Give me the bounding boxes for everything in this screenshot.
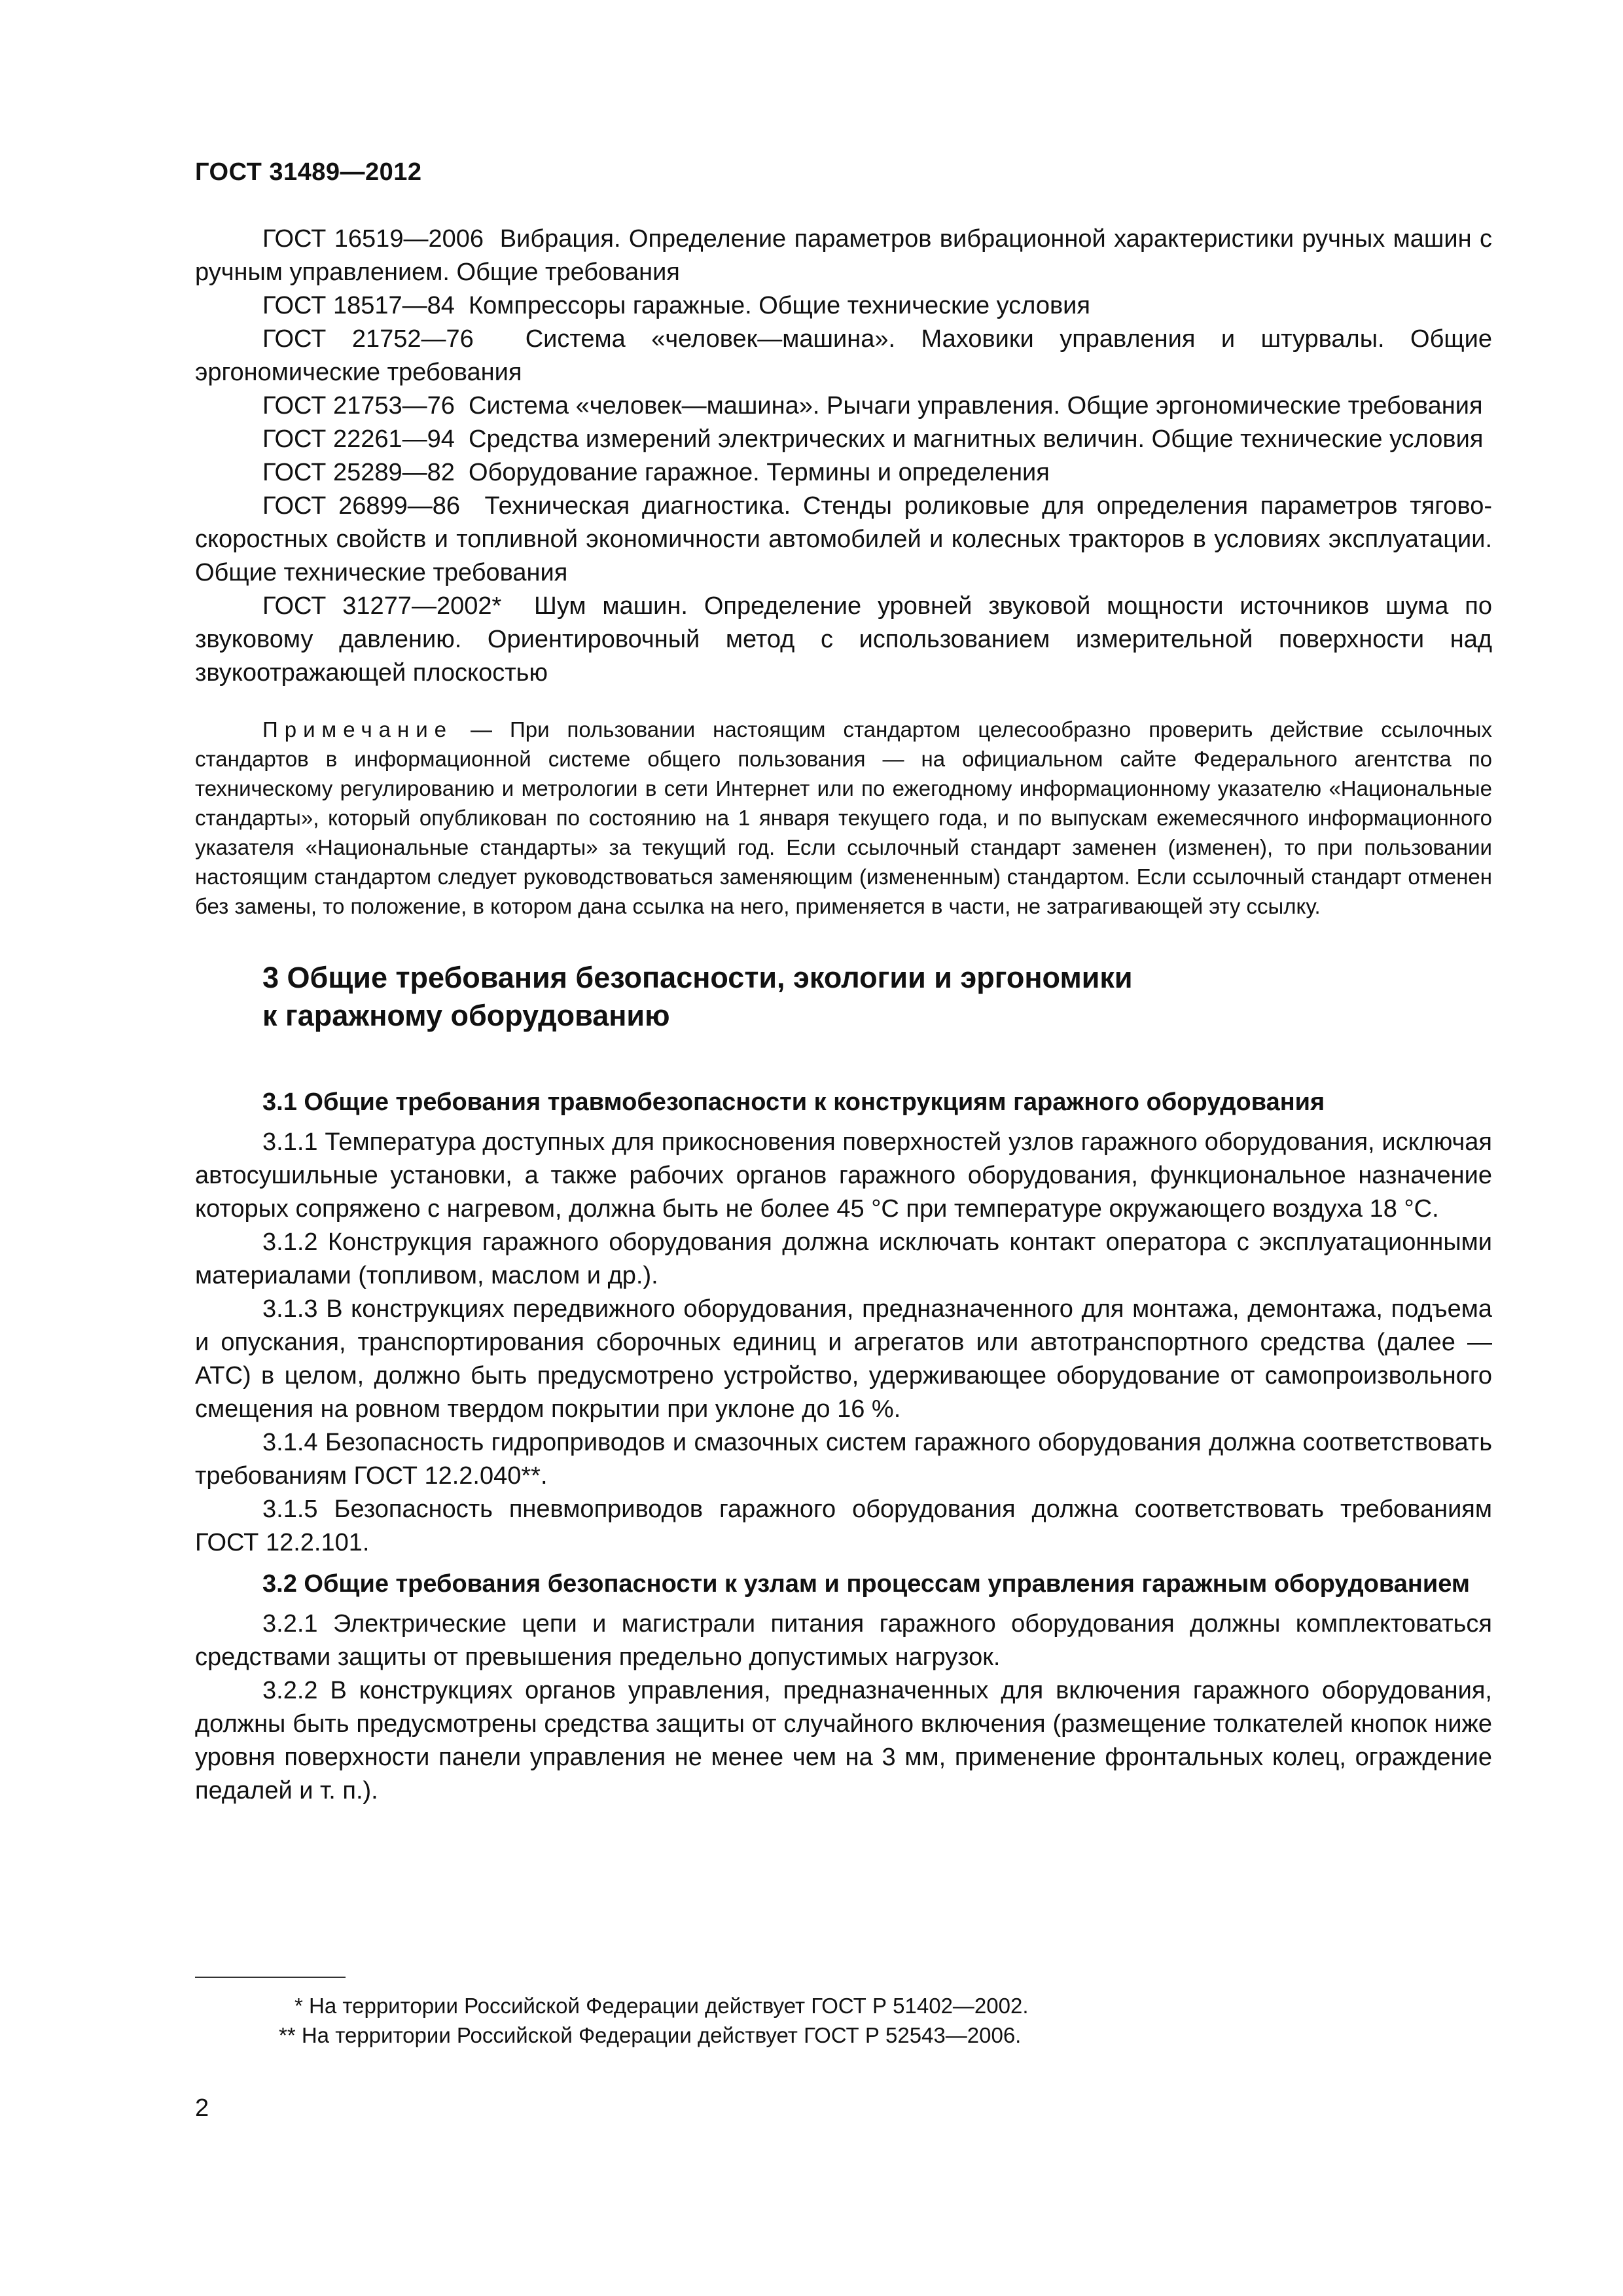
clause-paragraph: [195, 1674, 1492, 1808]
clause-number: 3.1.3: [262, 1295, 318, 1323]
footnote-item: ** На территории Российской Федерации действует ГОСТ Р 52543—2006.: [279, 2023, 1022, 2047]
section-title-line-1: 3 Общие требования безопасности, экологии и эргономики: [262, 961, 1133, 994]
reference-title: Система «человек—машина». Маховики управления и штурвалы. Общие эргономические требования: [195, 325, 1492, 386]
subsection-3-1-title: 3.1 Общие требования травмобезопасности к конструкциям гаражного оборудования: [262, 1088, 1325, 1116]
clause-text: Конструкция гаражного оборудования должна исключать контакт оператора с эксплуатационными материалами (топливом, маслом и др.).: [195, 1229, 1493, 1289]
reference-title: Средства измерений электрических и магнитных величин. Общие технические условия: [469, 425, 1484, 453]
reference-item: [195, 223, 1492, 289]
note-text: — При пользовании настоящим стандартом целесообразно проверить действие ссылочных стандартов в информационной системе общего пользования — на официальном сайте Федерального агентства по техническому регулированию и метрологии в сети Интернет или по ежегодному информационному указателю «Национальные стандарты», который опубликован по состоянию на 1 января текущего года, и по выпускам ежемесячного информационного указателя «Национальные стандарты» за текущий год. Если ссылочный стандарт заменен (изменен), то при пользовании настоящим стандартом следует руководствоваться заменяющим (измененным) стандартом. Если ссылочный стандарт отменен без замены, то положение, в котором дана ссылка на него, применяется в части, не затрагивающей эту ссылку.: [195, 717, 1492, 918]
reference-item: [195, 389, 1492, 423]
clause-text: В конструкциях передвижного оборудования, предназначенного для монтажа, демонтажа, подъема и опускания, транспортирования сборочных единиц и агрегатов или автотранспортного средства (далее — АТС) в целом, должно быть предусмотрено устройство, удерживающее оборудование от самопроизвольного смещения на ровном твердом покрытии при уклоне до 16 %.: [195, 1295, 1492, 1423]
reference-code: ГОСТ 16519—2006: [262, 225, 484, 253]
clause-text: В конструкциях органов управления, предназначенных для включения гаражного оборудования, должны быть предусмотрены средства защиты от случайного включения (размещение толкателей кнопок ниже уровня поверхности панели управления не менее чем на 3 мм, применение фронтальных колец, ограждение педалей и т. п.).: [195, 1677, 1492, 1804]
reference-item: [195, 490, 1492, 590]
clause-number: 3.1.5: [262, 1496, 318, 1523]
note-label: Примечание: [262, 717, 454, 742]
reference-code: ГОСТ 21753—76: [262, 392, 455, 420]
clause-text: Безопасность пневмоприводов гаражного оборудования должна соответствовать требованиям ГОСТ 12.2.101.: [195, 1496, 1492, 1556]
reference-title: Шум машин. Определение уровней звуковой мощности источников шума по звуковому давлению. Ориентировочный метод с использованием измерительной поверхности над звукоотражающей плоскостью: [195, 592, 1492, 687]
reference-code: ГОСТ 26899—86: [262, 492, 461, 520]
clause-paragraph: [195, 1226, 1492, 1293]
clause-text: Безопасность гидроприводов и смазочных систем гаражного оборудования должна соответствовать требованиям ГОСТ 12.2.040**.: [195, 1429, 1492, 1490]
clause-paragraph: [195, 1293, 1492, 1426]
normative-references-list: [195, 223, 1492, 690]
section-title-line-2: к гаражному оборудованию: [262, 999, 670, 1032]
reference-code: ГОСТ 25289—82: [262, 459, 455, 486]
clause-text: Электрические цепи и магистрали питания гаражного оборудования должны комплектоваться средствами защиты от превышения предельно допустимых нагрузок.: [195, 1610, 1492, 1671]
reference-item: [195, 423, 1492, 456]
clause-paragraph: [195, 1426, 1492, 1493]
footnote-item: * На территории Российской Федерации действует ГОСТ Р 51402—2002.: [294, 1994, 1029, 2018]
subsection-3-2-title: 3.2 Общие требования безопасности к узлам и процессам управления гаражным оборудованием: [262, 1570, 1470, 1598]
reference-code: ГОСТ 22261—94: [262, 425, 455, 453]
reference-code: ГОСТ 18517—84: [262, 292, 455, 319]
reference-item: [195, 590, 1492, 690]
reference-title: Компрессоры гаражные. Общие технические условия: [469, 292, 1090, 319]
document-body: [195, 223, 1492, 1808]
reference-title: Техническая диагностика. Стенды роликовые для определения параметров тягово-скоростных свойств и топливной экономичности автомобилей и колесных тракторов в условиях эксплуатации. Общие технические требования: [195, 492, 1492, 586]
reference-item: [195, 456, 1492, 490]
reference-code: ГОСТ 31277—2002*: [262, 592, 502, 620]
clause-text: Температура доступных для прикосновения поверхностей узлов гаражного оборудования, исключая автосушильные установки, а также рабочих органов гаражного оборудования, функциональное назначение которых сопряжено с нагревом, должна быть не более 45 °С при температуре окружающего воздуха 18 °С.: [195, 1128, 1492, 1223]
clause-paragraph: [195, 1126, 1492, 1226]
note-block: [195, 715, 1492, 921]
footnotes: [195, 1977, 1492, 2050]
clause-number: 3.1.4: [262, 1429, 318, 1456]
section-3-title: [195, 959, 1492, 1035]
clause-paragraph: [195, 1607, 1492, 1674]
document-header-code: ГОСТ 31489—2012: [195, 158, 422, 186]
footnote-divider: [195, 1977, 346, 1978]
clause-number: 3.1.1: [262, 1128, 318, 1156]
reference-item: [195, 323, 1492, 389]
reference-item: [195, 289, 1492, 323]
page-number: 2: [195, 2094, 209, 2122]
reference-title: Оборудование гаражное. Термины и определения: [469, 459, 1050, 486]
clause-number: 3.2.2: [262, 1677, 318, 1704]
clause-number: 3.2.1: [262, 1610, 318, 1638]
clause-number: 3.1.2: [262, 1229, 318, 1256]
reference-code: ГОСТ 21752—76: [262, 325, 474, 353]
reference-title: Вибрация. Определение параметров вибрационной характеристики ручных машин с ручным управлением. Общие требования: [195, 225, 1493, 286]
clause-paragraph: [195, 1493, 1492, 1560]
reference-title: Система «человек—машина». Рычаги управления. Общие эргономические требования: [469, 392, 1483, 420]
